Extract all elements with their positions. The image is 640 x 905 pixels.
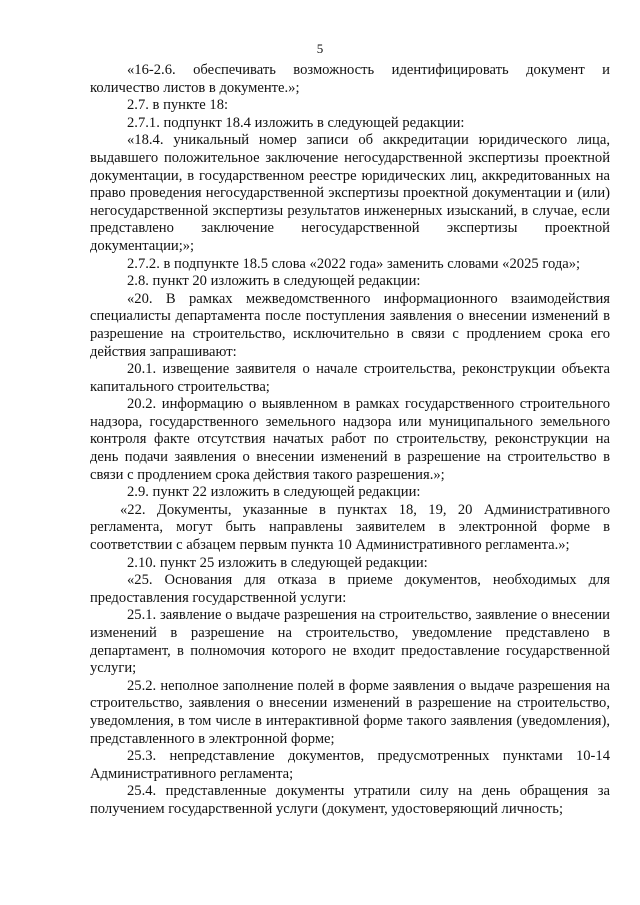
paragraph-20: «20. В рамках межведомственного информационного взаимодействия специалисты департамента после поступления заявления о внесении изменений в разрешение на строительство, исключительно в связи с продлением срока его действия запрашивают:: [90, 290, 610, 360]
document-body: [90, 62, 610, 819]
paragraph-2-8: 2.8. пункт 20 изложить в следующей редакции:: [127, 273, 421, 290]
paragraph-2-7: 2.7. в пункте 18:: [127, 97, 229, 114]
paragraph-25: «25. Основания для отказа в приеме документов, необходимых для предоставления государственной услуги:: [90, 572, 610, 606]
paragraph-25-4: 25.4. представленные документы утратили силу на день обращения за получением государственной услуги (документ, удостоверяющий личность;: [90, 783, 610, 817]
paragraph-2-10: 2.10. пункт 25 изложить в следующей редакции:: [127, 554, 428, 571]
page-number: 5: [316, 41, 324, 56]
paragraph-2-9: 2.9. пункт 22 изложить в следующей редакции:: [127, 484, 421, 501]
paragraph-20-1: 20.1. извещение заявителя о начале строительства, реконструкции объекта капитального строительства;: [90, 361, 610, 395]
paragraph-20-2: 20.2. информацию о выявленном в рамках государственного строительного надзора, государственного земельного надзора или муниципального земельного контроля факте отсутствия начатых работ по строительству, реконструкции на день подачи заявления о внесении изменений в разрешение на строительство в связи с продлением срока действия такого разрешения.»;: [90, 396, 610, 483]
paragraph-16-2-6: «16-2.6. обеспечивать возможность идентифицировать документ и количество листов в документе.»;: [90, 62, 610, 96]
paragraph-2-7-2: 2.7.2. в подпункте 18.5 слова «2022 года» заменить словами «2025 года»;: [127, 255, 581, 272]
paragraph-25-3: 25.3. непредставление документов, предусмотренных пунктами 10-14 Административного регламента;: [90, 748, 610, 782]
paragraph-25-1: 25.1. заявление о выдаче разрешения на строительство, заявление о внесении изменений в разрешение на строительство, уведомление представлено в департамент, в полномочия которого не входит предоставление государственной услуги;: [90, 607, 610, 677]
paragraph-22: «22. Документы, указанные в пунктах 18, 19, 20 Административного регламента, могут быть направлены заявителем в электронной форме в соответствии с абзацем первым пункта 10 Административного регламента.»;: [90, 501, 610, 554]
paragraph-25-2: 25.2. неполное заполнение полей в форме заявления о выдаче разрешения на строительство, заявления о внесении изменений в разрешение на строительство, уведомления, в том числе в интерактивной форме такого заявления (уведомления), представленного в электронной форме;: [90, 677, 610, 747]
paragraph-18-4: «18.4. уникальный номер записи об аккредитации юридического лица, выдавшего положительное заключение негосударственной экспертизы проектной документации, в государственном реестре юридических лиц, аккредитованных на право проведения негосударственной экспертизы проектной документации и (или) негосударственной экспертизы результатов инженерных изысканий, в случае, если представлено заключение негосударственной экспертизы проектной документации;»;: [90, 132, 610, 254]
paragraph-2-7-1: 2.7.1. подпункт 18.4 изложить в следующей редакции:: [127, 114, 465, 131]
